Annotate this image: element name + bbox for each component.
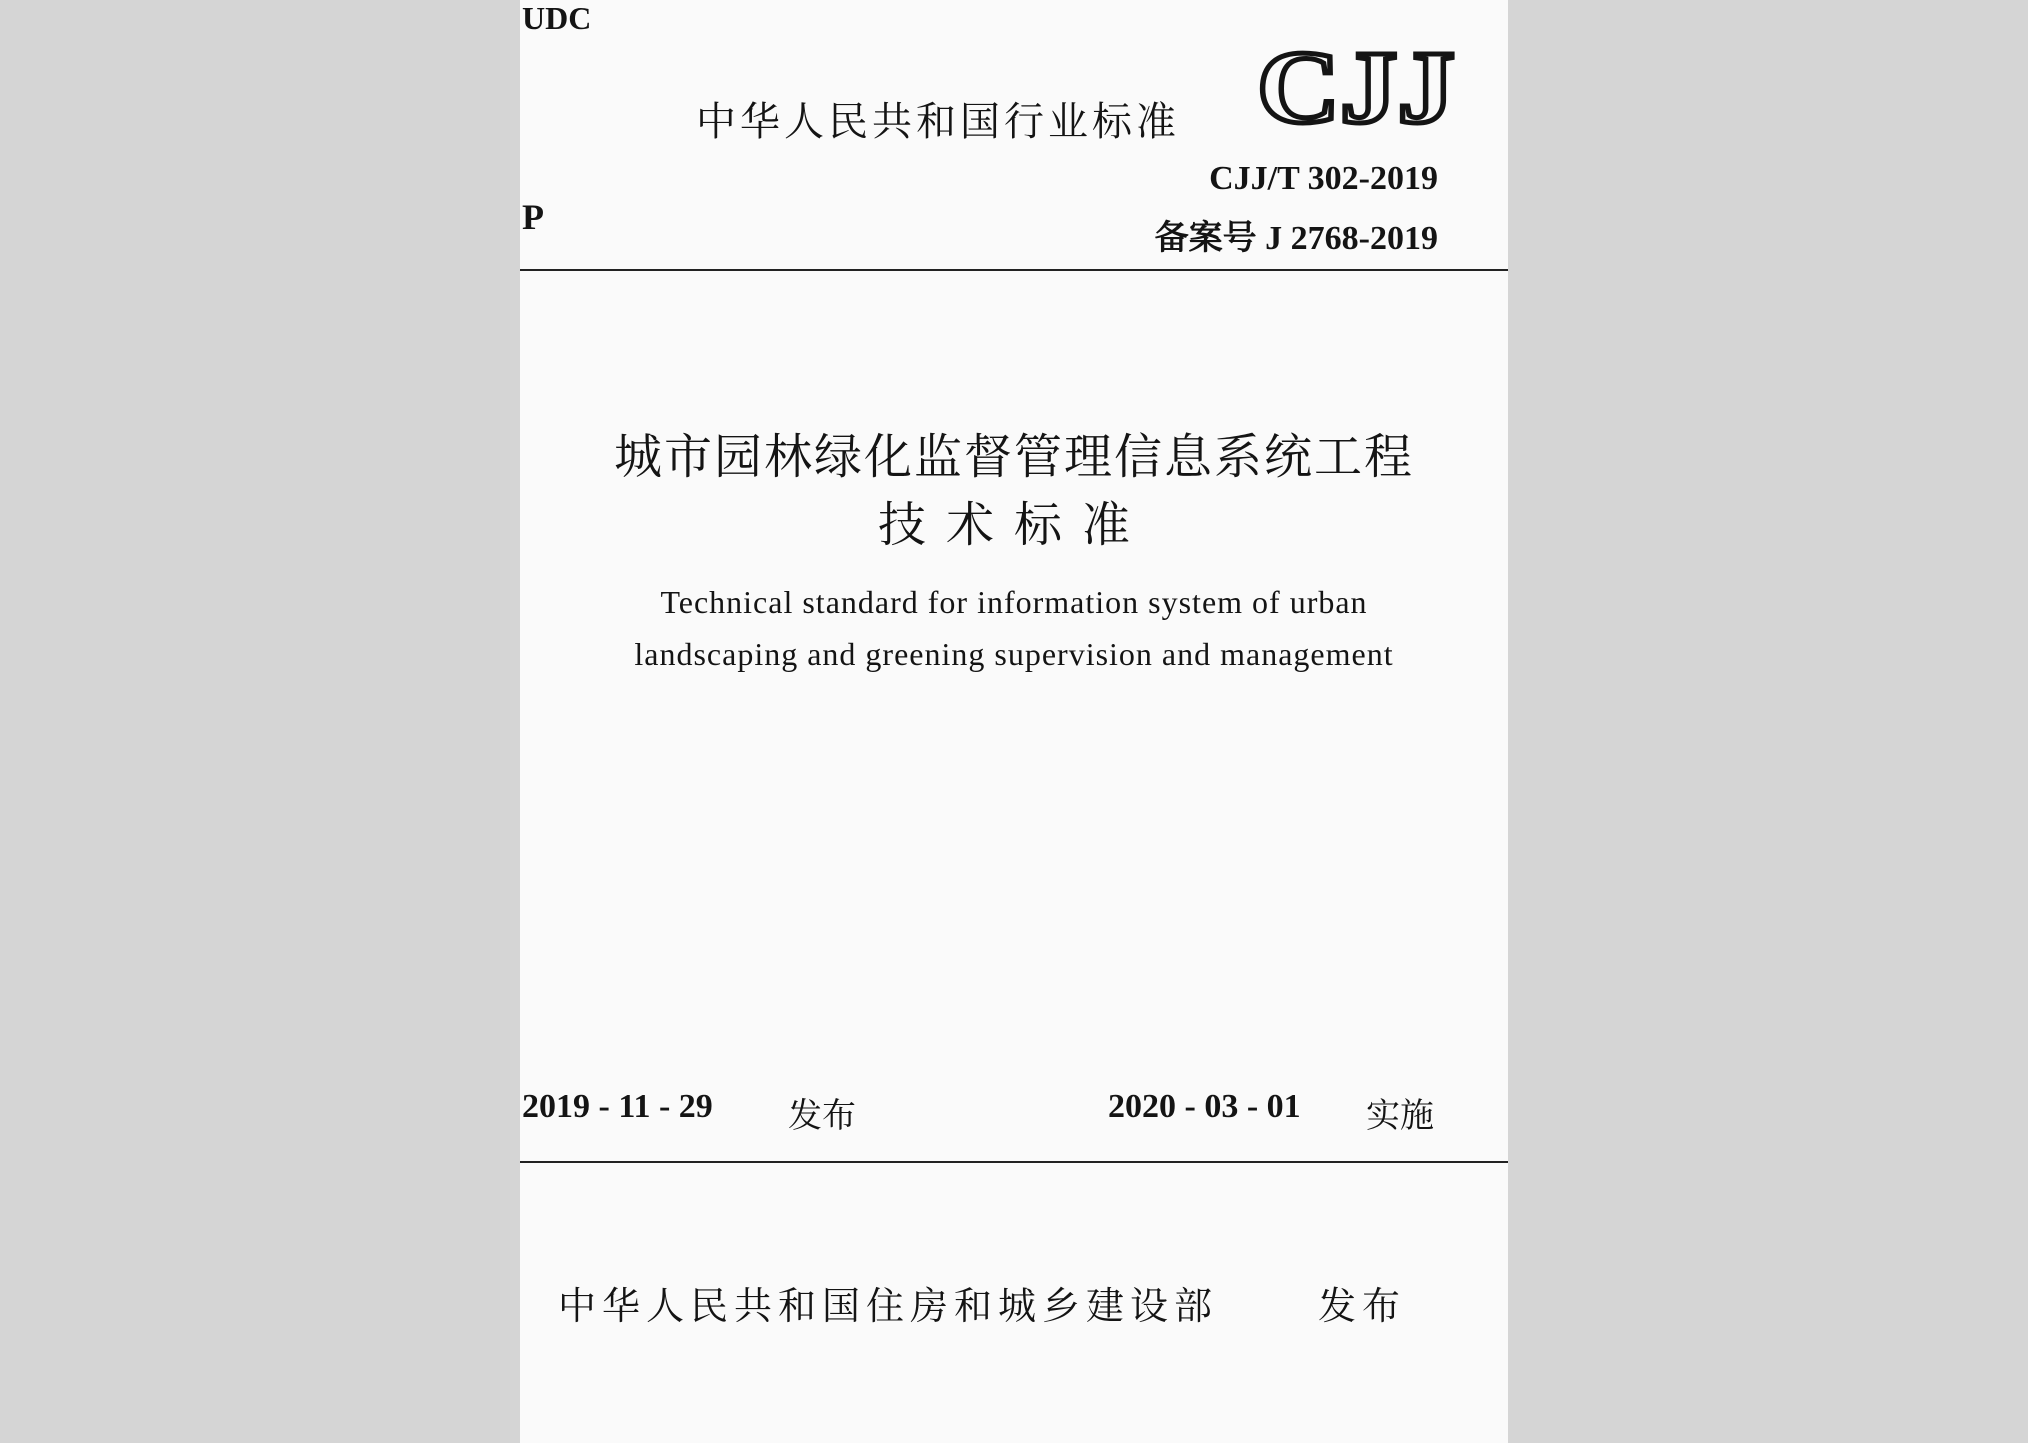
standard-code: CJJ/T 302-2019 (1209, 160, 1438, 197)
cjj-logo-text: CJJ (1257, 38, 1455, 133)
release-date: 2019 - 11 - 29 (522, 1088, 713, 1125)
english-title-line-1: Technical standard for information system of urban (660, 584, 1368, 620)
classification-label: P (522, 197, 544, 237)
industry-standard-heading: 中华人民共和国行业标准 (696, 99, 1180, 145)
cjj-logo (1255, 38, 1460, 133)
top-divider (520, 269, 1508, 271)
record-number: 备案号 J 2768-2019 (1154, 220, 1438, 257)
publisher-name: 中华人民共和国住房和城乡建设部 (558, 1284, 1219, 1328)
english-title-line-2: landscaping and greening supervision and management (634, 636, 1394, 672)
implementation-label: 实施 (1366, 1096, 1434, 1136)
udc-label: UDC (522, 0, 592, 36)
chinese-title-line-2: 技术标准 (877, 497, 1150, 553)
release-label: 发布 (788, 1096, 856, 1136)
implementation-date: 2020 - 03 - 01 (1108, 1088, 1301, 1125)
bottom-divider (520, 1161, 1508, 1163)
chinese-title-line-1: 城市园林绿化监督管理信息系统工程 (613, 429, 1414, 485)
standard-cover-page (520, 0, 1508, 1443)
publisher-action: 发布 (1318, 1284, 1407, 1328)
